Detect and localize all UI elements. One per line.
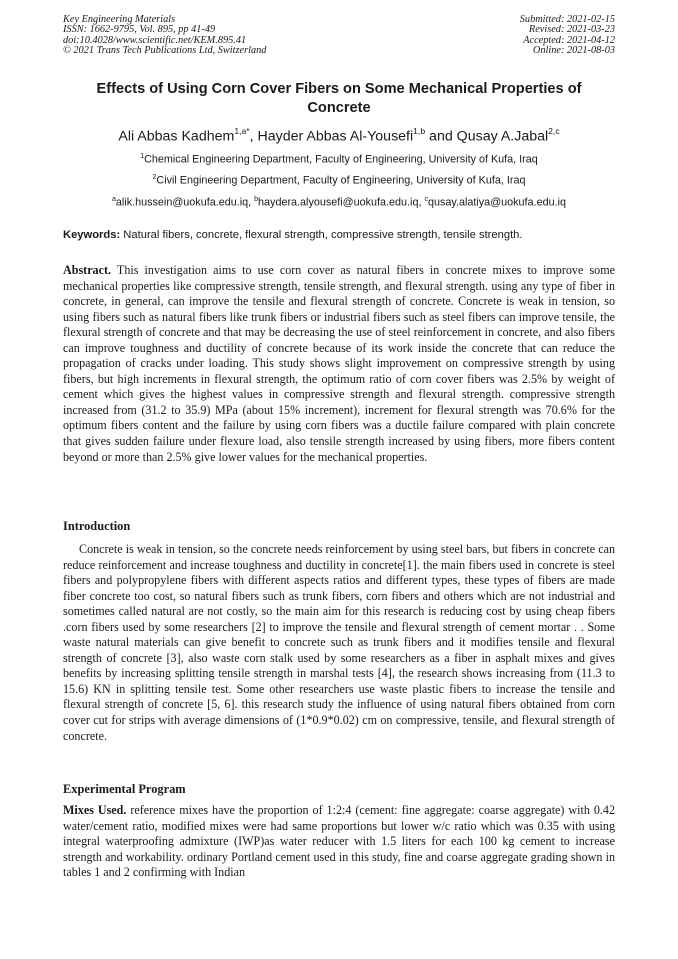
author-name: Ali Abbas Kadhem [118,128,235,145]
date-submitted: Submitted: 2021-02-15 [519,14,615,25]
publication-dates [520,15,615,57]
email-mark: b [254,196,259,203]
keywords-text: Natural fibers, concrete, flexural strength, compressive strength, tensile strength. [120,229,523,241]
author-affiliation-mark: 1,b [413,126,426,136]
introduction-paragraph: Concrete is weak in tension, so the concrete needs reinforcement by using steel bars, but fibers in concrete can reduce reinforcement and increase toughness and ductility in concrete[1]. the main fibers used in concrete is steel fibers and polypropylene fibers with different aspects ratios and different types, these types of fibers are made fiber concrete too cost, so natural fibers such as trunk fibers, corn fibers and others which are not industrial and sometimes called natural are not costly, so the main aim for this research is reducing cost by using cheap fibers .corn fibers used by some researchers [2] to improve the tensile and flexural strength of cement mortar . . Some waste natural materials can give benefit to concrete such as trunk fibers and it modifies tensile and flexural strength of concrete [3], also waste corn stalk used by some researchers as a fiber in asphalt mixes and gives benefits by increasing splitting tensile strength in marshal tests [4], the research shows increasing from (11.3 to 15.6) KN in splitting tensile test. Some other researchers use waste plastic fibers to increase the tensile and flexural strength of concrete [5, 6]. this research study the influence of using natural fibers obtained from corn cover cut for strips with average dimensions of (1*0.9*0.02) cm on compressive, tensile, and flexural strength of concrete. [63,542,615,743]
email-mark: a [112,196,116,203]
author-name: Qusay A.Jabal [456,128,549,145]
journal-copyright: © 2021 Trans Tech Publications Ltd, Switzerland [63,45,267,57]
journal-info [63,15,266,57]
journal-doi[interactable]: doi:10.4028/www.scientific.net/KEM.895.41 [63,34,247,46]
journal-issn: ISSN: 1662-9795, Vol. 895, pp 41-49 [63,24,216,36]
email-link[interactable]: alik.hussein@uokufa.edu.iq [115,196,249,209]
email-link[interactable]: haydera.alyousefi@uokufa.edu.iq [258,196,419,209]
mixes-used-paragraph [63,803,615,881]
paper-title: Effects of Using Corn Cover Fibers on Some Mechanical Properties of Concrete [96,81,582,116]
affiliation-text: Civil Engineering Department, Faculty of Engineering, University of Kufa, Iraq [156,174,526,187]
affiliation-mark: 1 [140,153,145,160]
affiliation-text: Chemical Engineering Department, Faculty of Engineering, University of Kufa, Iraq [144,153,538,166]
abstract-label: Abstract. [63,263,112,277]
date-online: Online: 2021-08-03 [532,45,615,57]
experimental-program-heading: Experimental Program [63,782,186,796]
affiliation-2 [40,171,638,188]
author-list [40,123,638,146]
affiliation-mark: 2 [152,174,157,181]
author-name: Hayder Abbas Al-Yousefi [257,128,414,145]
author-affiliation-mark: 2,c [548,126,560,136]
author-affiliation-mark: 1,a* [234,126,250,136]
email-list [40,193,638,210]
mixes-used-text: reference mixes have the proportion of 1:2:4 (cement: fine aggregate: coarse aggregate) with 0.42 water/cement ratio, modified mixes were had same proportions but lower w/c ratio which was 0.35 with using integral waterproofing admixture (IWP)as water reducer with 1.5 liters for each 100 kg cement to increase strength and workability. ordinary Portland cement used in this study, fine and coarse aggregate grading shown in tables 1 and 2 confirming with Indian [63,803,615,880]
email-link[interactable]: qusay.alatiya@uokufa.edu.iq [427,196,566,209]
mixes-used-label: Mixes Used. [63,803,127,817]
affiliation-1 [40,150,638,167]
email-separator: , [248,196,255,209]
author-separator: and [425,128,457,145]
introduction-heading: Introduction [63,519,131,533]
keywords [63,228,615,242]
journal-name: Key Engineering Materials [63,14,176,25]
date-revised: Revised: 2021-03-23 [528,24,615,36]
keywords-label: Keywords: [63,229,121,241]
email-mark: c [424,196,428,203]
date-accepted: Accepted: 2021-04-12 [523,34,615,46]
author-separator: , [249,128,258,145]
email-separator: , [418,196,425,209]
abstract-text: This investigation aims to use corn cover as natural fibers in concrete mixes to improve some mechanical properties like compressive strength, tensile strength, and flexural strength. using any type of fiber in concrete, in general, can improve the tensile and flexural strength of concrete. Concrete is weak in tension, so using fibers such as natural fibers like trunk fibers or industrial fibers such as steel fibers can improve tensile, the flexural strength of concrete and that may be decreasing the use of steel reinforcement in concrete, and also fibers can improve toughness and ductility of concrete because of its work inside the concrete that can reduce the propagation of cracks under loading. This study shows slight improvement on compressive strength by using fibers, but high increments in flexural strength, the optimum ratio of corn cover fibers was 2.5% by weight of cement which gives the highest values in compressive strength and flexural strength. compressive strength increased from (31.2 to 35.9) MPa (about 15% increment), increment for flexural strength was 70.6% for the optimum fibers content and the failure by using corn fibers was a ductile failure compared with plain concrete that gives sudden failure under flexure load, also tensile strength increased by using fibers, more fibers content beyond or more than 2.5% give lower values for the mechanical properties. [63,263,615,464]
abstract [63,263,615,465]
